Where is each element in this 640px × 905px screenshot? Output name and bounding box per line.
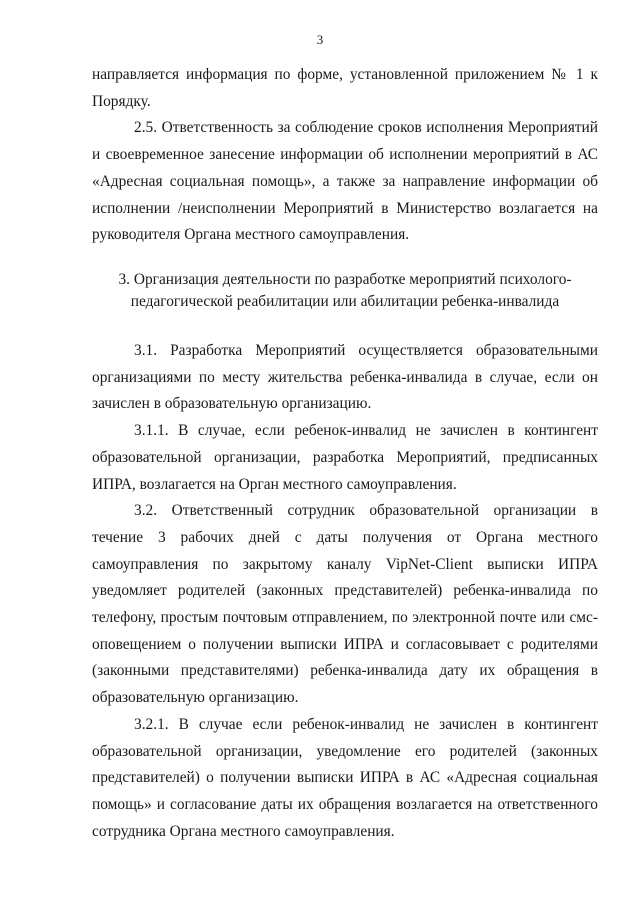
bottom-text-block [92, 338, 598, 845]
paragraph-3-1: 3.1. Разработка Мероприятий осуществляется образовательными организациями по месту жительства ребенка-инвалида в случае, если он зачислен в образовательную организацию. [92, 342, 598, 413]
page-number: 3 [316, 32, 324, 47]
top-text-block [92, 62, 598, 249]
paragraph-3-1-1: 3.1.1. В случае, если ребенок-инвалид не зачислен в контингент образовательной организации, разработка Мероприятий, предписанных ИПРА, возлагается на Орган местного самоуправления. [92, 422, 598, 493]
paragraph-3-2: 3.2. Ответственный сотрудник образовательной организации в течение 3 рабочих дней с даты получения от Органа местного самоуправления по закрытому каналу VipNet-Client выписки ИПРА уведомляет родителей (законных представителей) ребенка-инвалида по телефону, простым почтовым отправлением, по электронной почте или смс-оповещением о получении выписки ИПРА и согласовывает с родителями (законными представителями) ребенка-инвалида дату их обращения в образовательную организацию. [92, 502, 598, 707]
section-heading: 3. Организация деятельности по разработке мероприятий психолого-педагогической реабилитации или абилитации ребенка-инвалида [118, 271, 572, 310]
paragraph-3-2-1: 3.2.1. В случае если ребенок-инвалид не зачислен в контингент образовательной организации, уведомление его родителей (законных представителей) о получении выписки ИПРА в АС «Адресная социальная помощь» и согласование даты их обращения возлагается на ответственного сотрудника Органа местного самоуправления. [92, 715, 598, 840]
paragraph-continuation: направляется информация по форме, установленной приложением № 1 к Порядку. [92, 66, 598, 110]
paragraph-2-5: 2.5. Ответственность за соблюдение сроков исполнения Мероприятий и своевременное занесение информации об исполнении мероприятий в АС «Адресная социальная помощь», а также за направление информации об исполнении /неисполнении Мероприятий в Министерство возлагается на руководителя Органа местного самоуправления. [92, 119, 598, 244]
